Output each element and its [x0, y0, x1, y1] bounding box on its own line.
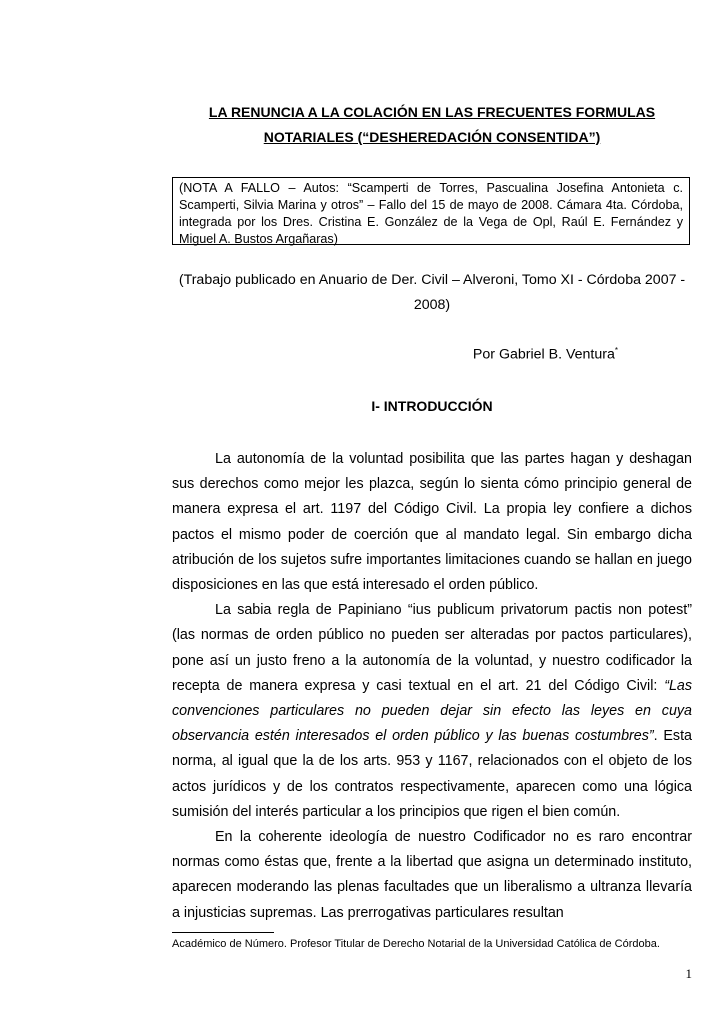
footnote-mark: * [614, 346, 618, 355]
case-note-box: (NOTA A FALLO – Autos: “Scamperti de Torres, Pascualina Josefina Antonieta c. Scamperti, Silvia Marina y otros” – Fallo del 15 de mayo de 2008. Cámara 4ta. Córdoba, integrada por los Dres. Cristina E. González de la Vega de Opl, Raúl E. Fernández y Miguel A. Bustos Argañaras) [172, 177, 690, 245]
paragraph-2-quote: “Las convenciones particulares no pueden dejar sin efecto las leyes en cuya observancia estén interesados el orden público y las buenas costumbres” [172, 677, 692, 745]
page-number: 1 [685, 966, 692, 981]
document-title-line-1: LA RENUNCIA A LA COLACIÓN EN LAS FRECUENTES FORMULAS [208, 104, 656, 120]
author-line [473, 346, 618, 363]
document-title-line-2: NOTARIALES (“DESHEREDACIÓN CONSENTIDA”) [263, 129, 601, 145]
paragraph-2 [172, 598, 692, 825]
publication-info: (Trabajo publicado en Anuario de Der. Civil – Alveroni, Tomo XI - Córdoba 2007 - 2008) [178, 272, 686, 313]
section-heading: I- INTRODUCCIÓN [371, 398, 493, 414]
footnote: Académico de Número. Profesor Titular de Derecho Notarial de la Universidad Católica de Córdoba. [172, 938, 660, 950]
author-name: Por Gabriel B. Ventura [472, 346, 615, 363]
paragraph-3: En la coherente ideología de nuestro Codificador no es raro encontrar normas como éstas que, frente a la libertad que asigna un determinado instituto, aparecen moderando las plenas facultades que un liberalismo a ultranza llevaría a injusticias supremas. Las prerrogativas particulares resultan [172, 829, 692, 921]
paragraph-2-start: La sabia regla de Papiniano “ius publicum privatorum pactis non potest” (las normas de orden público no pueden ser alteradas por pactos particulares), pone así un justo freno a la autonomía de la voluntad, y nuestro codificador la recepta de manera expresa y casi textual en el art. 21 del Código Civil: [172, 602, 692, 694]
paragraph-1: La autonomía de la voluntad posibilita que las partes hagan y deshagan sus derechos como mejor les plazca, según lo sienta cómo principio general de manera expresa el art. 1197 del Código Civil. La propia ley confiere a dichos pactos el mismo poder de coerción que al mandato legal. Sin embargo dicha atribución de los sujetos sufre importantes limitaciones cuando se hallan en juego disposiciones en las que está interesado el orden público. [172, 451, 692, 594]
paragraph-2-end: . Esta norma, al igual que la de los arts. 953 y 1167, relacionados con el objeto de los actos jurídicos y de los contratos respectivamente, aparecen como una lógica sumisión del interés particular a los principios que rigen el bien común. [172, 728, 692, 820]
body-text [172, 447, 692, 926]
footnote-separator [172, 932, 274, 933]
